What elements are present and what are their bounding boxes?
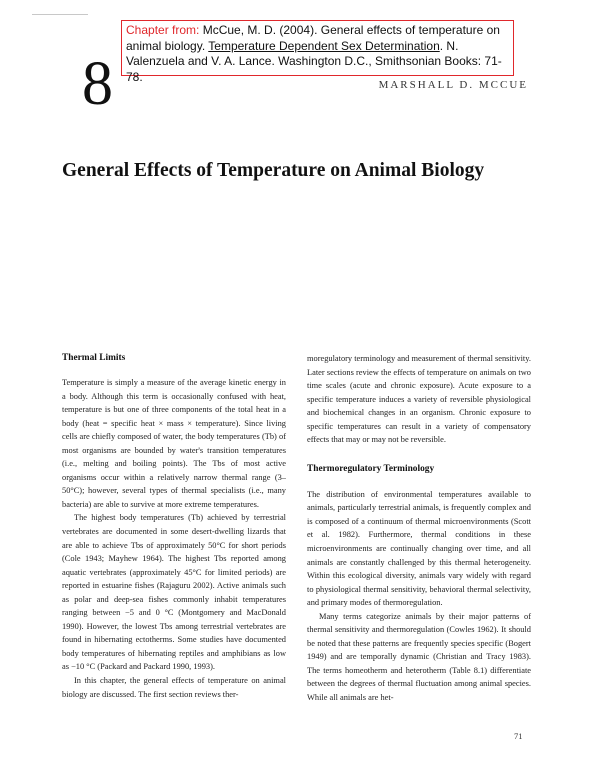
citation-lead: Chapter from: — [126, 23, 200, 37]
body-paragraph: The highest body temperatures (Tb) achieved by terrestrial vertebrates are documented in some desert-dwelling lizards that are able to achieve Tbs of approximately 50°C for short periods (Cole 1943; Mayhew 1964). The highest Tbs reported among aquatic vertebrates (approximately 45°C for limited periods) are reported in estuarine fishes (Rajaguru 2002). Active animals such as polar and deep-sea fishes commonly inhabit temperatures ranging between −5 and 0 °C (Montgomery and MacDonald 1990). However, the lowest Tbs among terrestrial vertebrates are found in hibernating ectotherms. Some studies have documented body temperatures of hibernating reptiles and amphibians as low as −10 °C (Packard and Packard 1990, 1993). — [62, 513, 286, 672]
citation-book-title: Temperature Dependent Sex Determination — [208, 38, 440, 53]
section-heading-thermal-limits: Thermal Limits — [62, 353, 126, 363]
body-paragraph: moregulatory terminology and measurement of thermal sensitivity. Later sections review the effects of temperature on animals on two time scales (acute and chronic exposure). Acute exposure to a specific temperature induces a variety of reversible physiological and biochemical changes in an organism. Chronic exposure to specific temperatures can result in a variety of compensatory effects that may or may not be reversible. — [307, 354, 531, 445]
body-paragraph: The distribution of environmental temperatures available to animals, particularly terrestrial animals, is frequently complex and is composed of a continuum of thermal microenvironments (Scott et al. 1982). Furthermore, thermal conditions in these microenvironments are continually changing over time, and all animals are constantly challenged by this thermal heterogeneity. Within this ecological diversity, animals vary widely with regard to physiological thermal sensitivity, behavioral thermal selectivity, and primary modes of thermoregulation. — [307, 489, 531, 608]
chapter-number: 8 — [82, 50, 113, 118]
right-column — [307, 352, 531, 705]
citation-publisher: . N. Valenzuela and V. A. Lance. Washington D.C., Smithsonian Books: 71-78. — [126, 38, 502, 84]
body-paragraph: In this chapter, the general effects of temperature on animal biology are discussed. The first section reviews ther- — [62, 676, 286, 699]
scan-artifact — [32, 14, 88, 15]
section-heading-thermoregulatory-terminology: Thermoregulatory Terminology — [307, 463, 435, 474]
citation-box — [121, 20, 514, 84]
left-column — [62, 352, 286, 701]
chapter-title: General Effects of Temperature on Animal Biology — [62, 160, 485, 181]
citation-authors: McCue, M. D. (2004). General effects of temperature on animal biology. — [126, 23, 500, 53]
body-paragraph: Temperature is simply a measure of the average kinetic energy in a body. Although this term is occasionally confused with heat, temperature is but one of three components of the total heat in a body (heat = specific heat × mass × temperature). Since living cells are chiefly composed of water, the body temperatures (Tb) of most organisms are bounded by water's transition temperatures (i.e., melting and boiling points). The Tbs of most active organisms occur within a relatively narrow thermal range (3–50°C); however, several types of thermal specialists (i.e., many bacteria) are able to survive at more extreme temperatures. — [62, 378, 286, 509]
chapter-author: MARSHALL D. MCCUE — [378, 79, 528, 91]
page-number: 71 — [514, 731, 523, 741]
body-paragraph: Many terms categorize animals by their major patterns of thermal sensitivity and thermoregulation (Cowles 1962). It should be noted that these patterns are frequently species specific (Bogert 1949) and are temporally dynamic (Christian and Tracy 1983). The terms homeotherm and heterotherm (Table 8.1) differentiate between the degrees of thermal fluctuation among animal species. While all animals are het- — [307, 611, 531, 703]
